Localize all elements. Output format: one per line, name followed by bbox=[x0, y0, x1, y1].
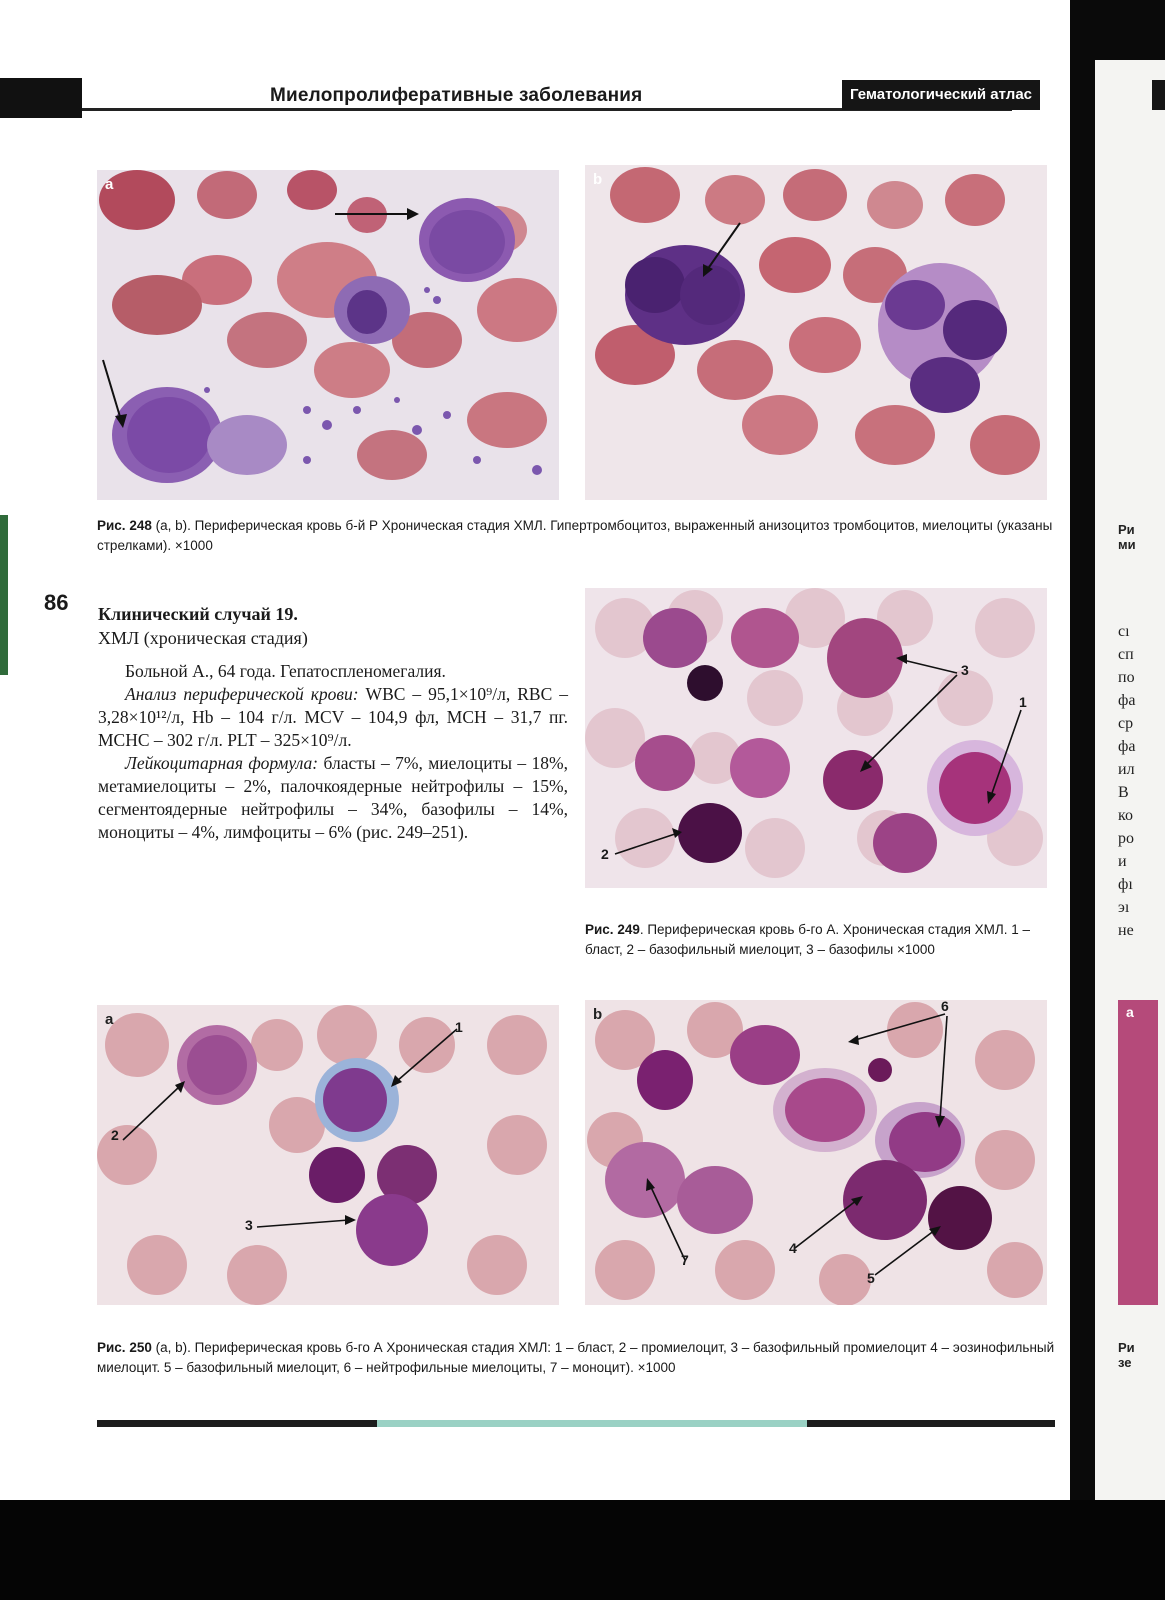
caption-text: . Периферическая кровь б-го А. Хроническая стадия ХМЛ. 1 – бласт, 2 – базофильный миелоцит, 3 – базофилы ×1000 bbox=[585, 922, 1031, 957]
caption-number: Рис. 250 bbox=[97, 1340, 152, 1355]
fig250-caption bbox=[97, 1338, 1062, 1378]
panel-label: a bbox=[105, 176, 114, 193]
scan-background bbox=[0, 1500, 1165, 1600]
footer-bar-dark bbox=[97, 1420, 377, 1427]
blood-smear-image bbox=[97, 1005, 559, 1305]
fig249-photo bbox=[585, 588, 1047, 888]
next-page-text-fragment: сı сп по фа ср фа ил В ко ро и фı эı не bbox=[1118, 623, 1136, 939]
case-body bbox=[98, 660, 568, 844]
panel-label: a bbox=[105, 1011, 114, 1028]
marker-5: 5 bbox=[867, 1270, 875, 1286]
leukocyte-formula-values: бласты – 7%, миелоциты – 18%, метамиелоциты – 2%, палочкоядерные нейтрофилы – 15%, сегментоядерные нейтрофилы – 34%, базофилы – 14%, моноциты – 4%, лимфоциты – 6% (рис. 249–251). bbox=[98, 753, 568, 842]
caption-number: Рис. 249 bbox=[585, 922, 640, 937]
panel-label: a bbox=[1126, 1004, 1134, 1020]
case-subtitle: ХМЛ (хроническая стадия) bbox=[98, 628, 308, 648]
marker-1: 1 bbox=[1019, 694, 1027, 710]
chapter-tab bbox=[0, 515, 8, 675]
fig250-panel-a-photo bbox=[97, 1005, 559, 1305]
fig249-caption bbox=[585, 920, 1055, 960]
panel-label: b bbox=[593, 1006, 603, 1023]
fig248-panel-b-photo bbox=[585, 165, 1047, 500]
caption-number: Рис. 248 bbox=[97, 518, 152, 533]
blood-analysis-values: WBC – 95,1×10⁹/л, RBC – 3,28×10¹²/л, Hb – 104 г/л. MCV – 104,9 фл, MCH – 31,7 пг. MCHC – 302 г/л. PLT – 325×10⁹/л. bbox=[98, 684, 568, 750]
fig250-panel-b-photo bbox=[585, 1000, 1047, 1305]
marker-1: 1 bbox=[455, 1019, 463, 1035]
section-title: Миелопролиферативные заболевания bbox=[270, 85, 643, 106]
marker-3: 3 bbox=[961, 662, 969, 678]
blood-smear-image bbox=[585, 165, 1047, 500]
marker-2: 2 bbox=[601, 846, 609, 862]
blood-smear-image bbox=[585, 1000, 1047, 1305]
case-paragraph: Больной А., 64 года. Гепатоспленомегалия. bbox=[125, 661, 446, 681]
fig248-panel-a-photo bbox=[97, 170, 559, 500]
footer-bar-teal bbox=[377, 1420, 807, 1427]
header-left-bar bbox=[0, 78, 82, 118]
fig248-caption bbox=[97, 516, 1062, 556]
blood-smear-image bbox=[97, 170, 559, 500]
next-page-photo bbox=[1118, 1000, 1158, 1305]
next-page-caption2-fragment: Ри зе bbox=[1118, 1340, 1135, 1370]
next-page-caption-fragment: Ри ми bbox=[1118, 522, 1136, 552]
caption-text: (a, b). Периферическая кровь б-го А Хроническая стадия ХМЛ: 1 – бласт, 2 – промиелоцит, 3 – базофильный промиелоцит 4 – эозинофильный миелоцит. 5 – базофильный миелоцит, 6 – нейтрофильные миелоциты, 7 – моноцит). ×1000 bbox=[97, 1340, 1055, 1375]
marker-2: 2 bbox=[111, 1127, 119, 1143]
blood-smear-image bbox=[585, 588, 1047, 888]
case-title: Клинический случай 19. bbox=[98, 604, 298, 624]
marker-6: 6 bbox=[941, 1000, 949, 1014]
footer-bar-dark-right bbox=[807, 1420, 1055, 1427]
next-page-header-badge bbox=[1152, 80, 1165, 110]
caption-text: (a, b). Периферическая кровь б-й Р Хроническая стадия ХМЛ. Гипертромбоцитоз, выраженный анизоцитоз тромбоцитов, миелоциты (указаны стрелками). ×1000 bbox=[97, 518, 1053, 553]
case-paragraph bbox=[98, 683, 568, 752]
page-number: 86 bbox=[44, 590, 69, 615]
blood-analysis-label: Анализ периферической крови: bbox=[125, 684, 359, 704]
panel-label: b bbox=[593, 171, 603, 188]
marker-4: 4 bbox=[789, 1240, 797, 1256]
leukocyte-formula-label: Лейкоцитарная формула: bbox=[125, 753, 319, 773]
case-paragraph bbox=[98, 752, 568, 844]
book-title-badge: Гематологический атлас bbox=[842, 80, 1040, 110]
marker-7: 7 bbox=[681, 1252, 689, 1268]
marker-3: 3 bbox=[245, 1217, 253, 1233]
